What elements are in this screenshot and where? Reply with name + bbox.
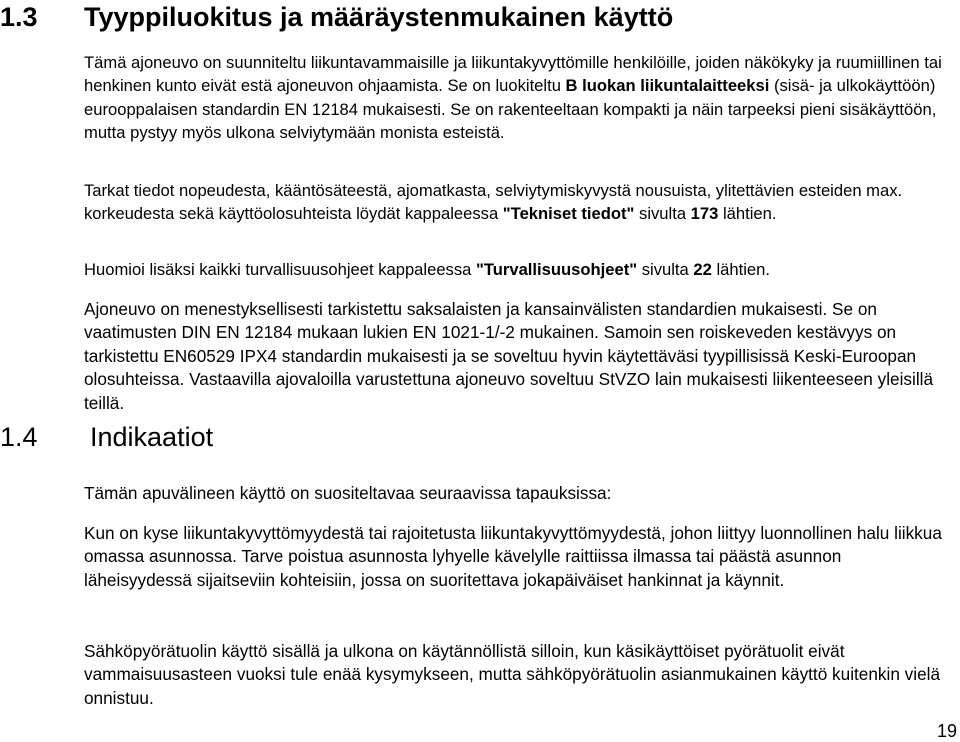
bold-text: "Turvallisuusohjeet" [475, 260, 638, 279]
paragraph-text: sivulta [634, 204, 691, 224]
bold-text: 22 [693, 260, 712, 279]
paragraph-usage: Sähköpyörätuolin käyttö sisällä ja ulkona on käytännöllistä silloin, kun käsikäyttöiset pyörätuolit eivät vammaisuusasteen vuoksi tule enää kysymykseen, mutta sähköpyörätuolin asianmukainen käyttö kuitenkin vielä onnistuu. [84, 641, 941, 708]
bold-text: "Tekniset tiedot" [502, 204, 635, 224]
paragraph-intended-use [84, 51, 954, 145]
paragraph-standards: Ajoneuvo on menestyksellisesti tarkistettu saksalaisten ja kansainvälisten standardien mukaisesti. Se on vaatimusten DIN EN 12184 mukaan lukien EN 1021-1/-2 mukainen. Samoin sen roiskeveden kestävyys on tarkistettu EN60529 IPX4 standardin mukaisesti ja se soveltuu hyvin käytettäväsi tyypillisissä Keski-Euroopan olosuhteissa. Vastaavilla ajovaloilla varustettuna ajoneuvo soveltuu StVZO lain mukaisesti liikenteeseen yleisillä teillä. [84, 299, 934, 413]
page-number: 19 [936, 721, 957, 741]
section-heading: Tyyppiluokitus ja määräystenmukainen käyttö [84, 2, 674, 32]
paragraph-text: (sisä- ja ulkokäyttöön) eurooppalaisen standardin EN 12184 mukaisesti. Se on rakenteeltaan kompakti ja näin tarpeeksi pieni sisäkäyttöön, mutta pystyy myös ulkona selviytymään monista esteistä. [84, 76, 937, 143]
paragraph-text: Tämä ajoneuvo on suunniteltu liikuntavammaisille ja liikuntakyvyttömille henkilöille, joiden näkökyky ja ruumiillinen tai henkinen kunto eivät estä ajoneuvon ohjaamista. Se on luokiteltu [84, 53, 942, 96]
paragraph-text: Huomioi lisäksi kaikki turvallisuusohjeet kappaleessa [84, 260, 476, 279]
section-heading: Indikaatiot [90, 422, 214, 452]
section-number: 1.3 [0, 2, 38, 32]
paragraph-safety-reference [84, 258, 954, 281]
paragraph-text: sivulta [637, 260, 694, 279]
bold-text: B luokan liikuntalaitteeksi [565, 76, 770, 96]
paragraph-text: Tarkat tiedot nopeudesta, kääntösäteestä, ajomatkasta, selviytymiskyvystä nousuista, ylitettävien esteiden max. korkeudesta sekä käyttöolosuhteista löydät kappaleessa [84, 181, 903, 224]
section-number: 1.4 [0, 422, 38, 452]
paragraph-text: lähtien. [711, 260, 770, 279]
bold-text: 173 [690, 204, 719, 224]
paragraph-technical-reference [84, 179, 954, 226]
paragraph-indications: Kun on kyse liikuntakyvyttömyydestä tai rajoitetusta liikuntakyvyttömyydestä, johon liittyy luonnollinen halu liikkua omassa asunnossa. Tarve poistua asunnosta lyhyelle kävelylle raittiissa ilmassa tai päästä asunnon läheisyydessä sijaitseviin kohteisiin, jossa on suoritettava jokapäiväiset hankinnat ja käynnit. [84, 523, 942, 590]
paragraph-text: lähtien. [718, 204, 777, 224]
paragraph-indications-intro: Tämän apuvälineen käyttö on suositeltavaa seuraavissa tapauksissa: [84, 483, 612, 503]
